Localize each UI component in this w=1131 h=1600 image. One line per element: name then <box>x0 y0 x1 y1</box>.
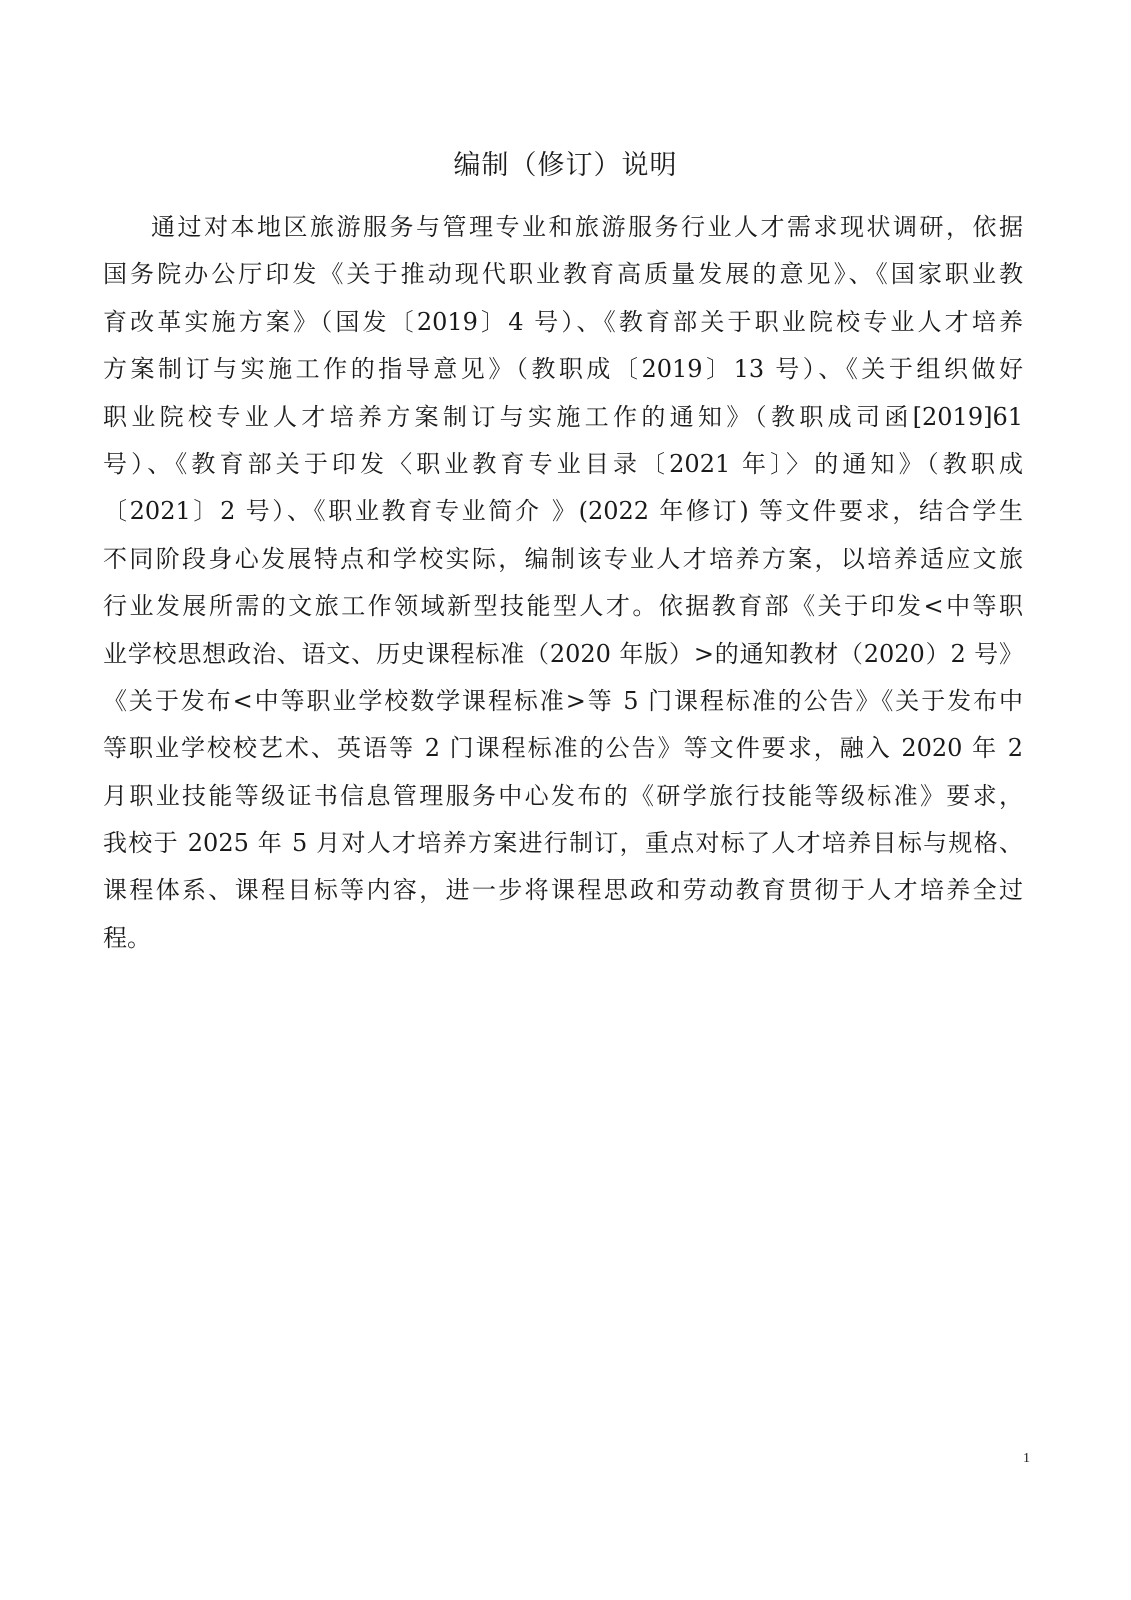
paragraph-line: 〔2021〕2 号）、《职业教育专业简介 》(2022 年修订) 等文件要求，结合学生 <box>103 497 1023 526</box>
body-paragraph <box>103 204 1023 962</box>
paragraph-line: 行业发展所需的文旅工作领域新型技能型人才。依据教育部《关于印发<中等职 <box>103 592 1023 621</box>
paragraph-line: 月职业技能等级证书信息管理服务中心发布的《研学旅行技能等级标准》要求， <box>103 781 1023 810</box>
paragraph-line: 职业院校专业人才培养方案制订与实施工作的通知》（教职成司函[2019]61 <box>103 402 1023 431</box>
page-number: 1 <box>1023 1451 1030 1466</box>
paragraph-line: 业学校思想政治、语文、历史课程标准（2020 年版）>的通知教材（2020）2 号》 <box>103 639 1023 668</box>
paragraph-line: 程。 <box>103 923 151 952</box>
paragraph-line: 方案制订与实施工作的指导意见》（教职成〔2019〕13 号）、《关于组织做好 <box>103 355 1023 384</box>
paragraph-line: 育改革实施方案》（国发〔2019〕4 号）、《教育部关于职业院校专业人才培养 <box>103 307 1023 336</box>
paragraph-line: 《关于发布<中等职业学校数学课程标准>等 5 门课程标准的公告》《关于发布中 <box>103 686 1023 715</box>
paragraph-line: 课程体系、课程目标等内容，进一步将课程思政和劳动教育贯彻于人才培养全过 <box>103 876 1023 905</box>
paragraph-line: 国务院办公厅印发《关于推动现代职业教育高质量发展的意见》、《国家职业教 <box>103 260 1023 289</box>
paragraph-line: 等职业学校校艺术、英语等 2 门课程标准的公告》等文件要求，融入 2020 年 2 <box>103 734 1023 763</box>
paragraph-line: 通过对本地区旅游服务与管理专业和旅游服务行业人才需求现状调研，依据 <box>151 213 1023 241</box>
paragraph-line: 我校于 2025 年 5 月对人才培养方案进行制订，重点对标了人才培养目标与规格、 <box>103 829 1023 858</box>
page-title: 编制（修订）说明 <box>453 150 678 181</box>
paragraph-line: 号）、《教育部关于印发〈职业教育专业目录〔2021 年〕〉的通知》（教职成 <box>103 449 1023 478</box>
paragraph-line: 不同阶段身心发展特点和学校实际，编制该专业人才培养方案，以培养适应文旅 <box>103 544 1023 573</box>
